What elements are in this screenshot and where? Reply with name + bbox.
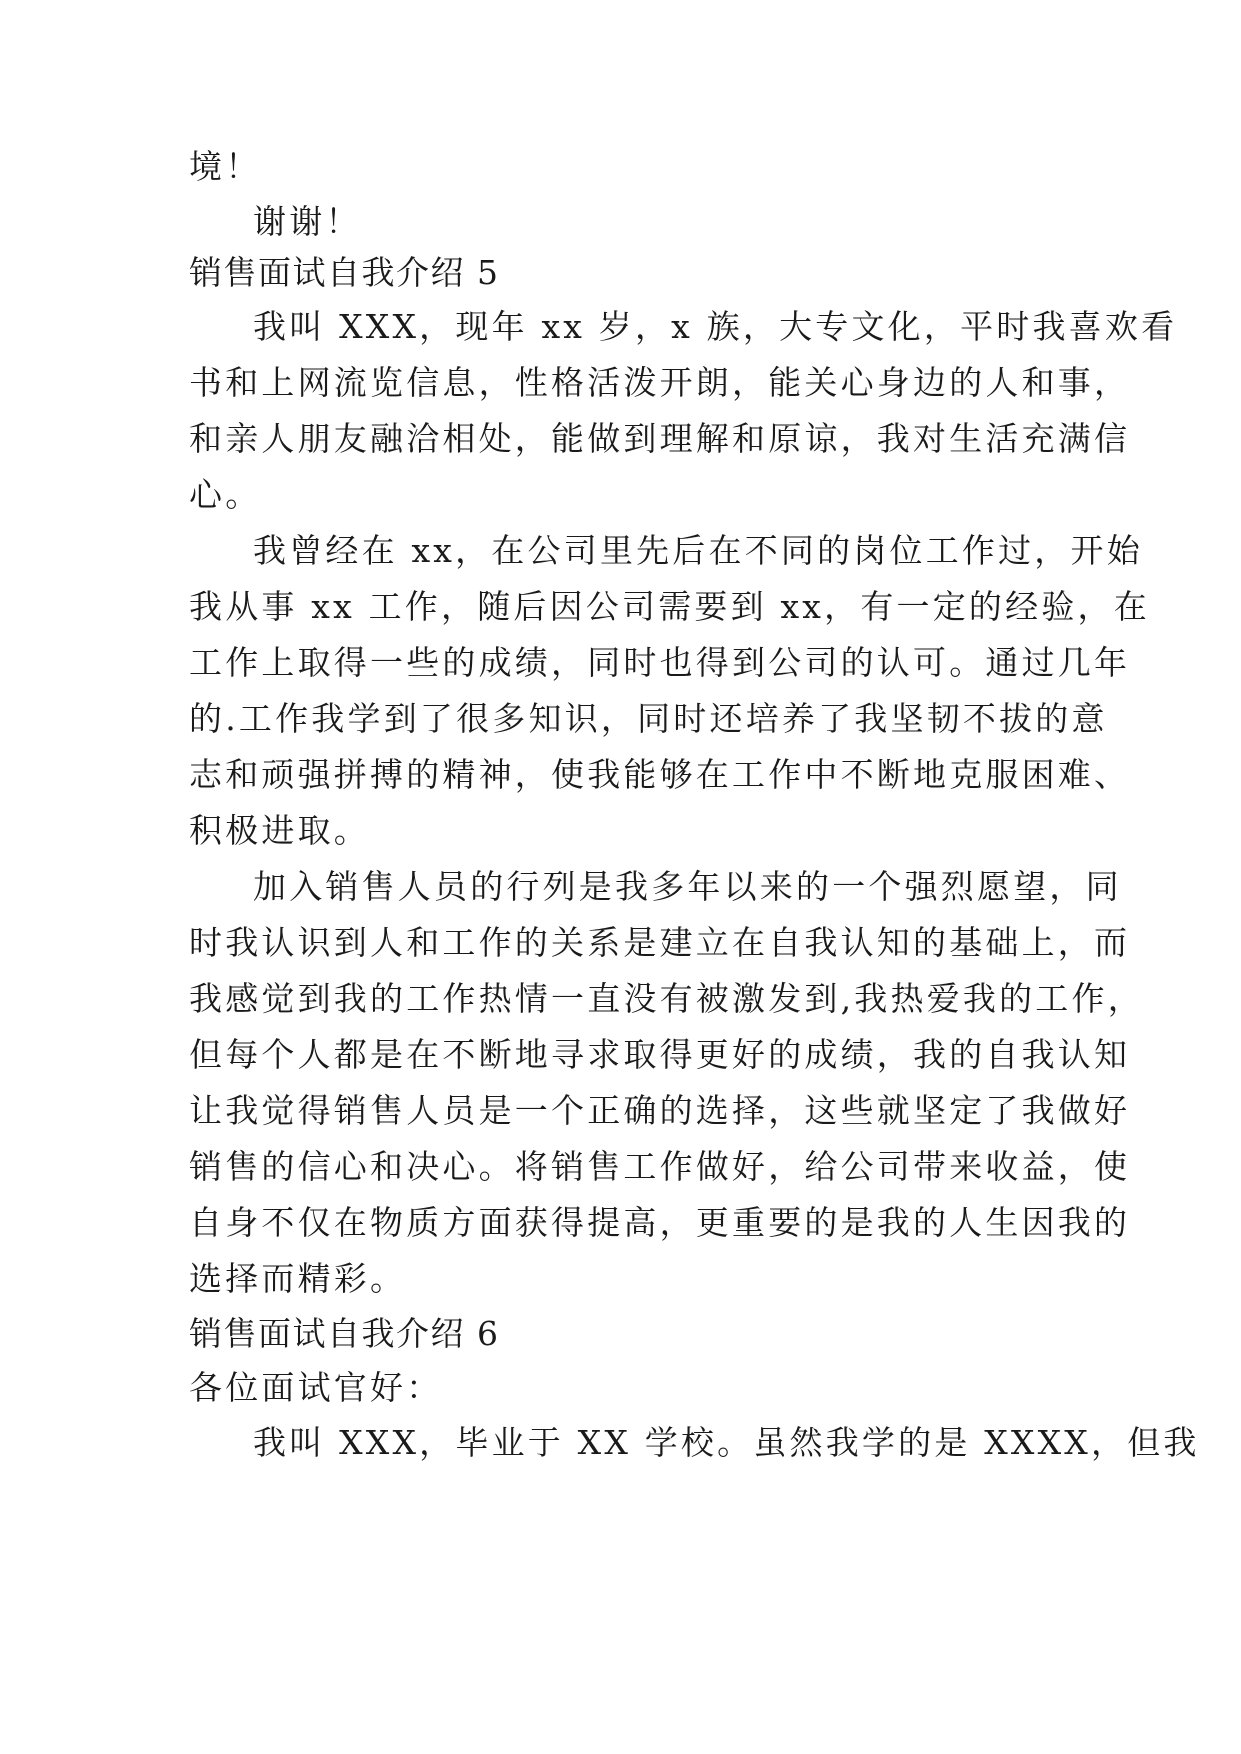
section-heading: 销售面试自我介绍 6 — [189, 1314, 500, 1353]
text-line: 工作上取得一些的成绩，同时也得到公司的认可。通过几年 — [189, 643, 1131, 682]
text-line: 志和顽强拼搏的精神，使我能够在工作中不断地克服困难、 — [189, 755, 1131, 794]
text-line: 但每个人都是在不断地寻求取得更好的成绩，我的自我认知 — [189, 1035, 1131, 1074]
text-line: 自身不仅在物质方面获得提高，更重要的是我的人生因我的 — [189, 1203, 1131, 1242]
text-line: 境！ — [189, 147, 262, 186]
text-line: 我叫 XXX，现年 xx 岁，x 族，大专文化，平时我喜欢看 — [253, 307, 1178, 346]
text-line: 积极进取。 — [189, 811, 370, 850]
text-line: 书和上网流览信息，性格活泼开朗，能关心身边的人和事， — [189, 363, 1131, 402]
text-line: 时我认识到人和工作的关系是建立在自我认知的基础上，而 — [189, 923, 1131, 962]
text-line: 加入销售人员的行列是我多年以来的一个强烈愿望，同 — [253, 867, 1122, 906]
text-line: 我叫 XXX，毕业于 XX 学校。虽然我学的是 XXXX，但我 — [253, 1423, 1200, 1462]
text-line: 销售的信心和决心。将销售工作做好，给公司带来收益，使 — [189, 1147, 1131, 1186]
text-line: 让我觉得销售人员是一个正确的选择，这些就坚定了我做好 — [189, 1091, 1131, 1130]
text-line: 的.工作我学到了很多知识，同时还培养了我坚韧不拔的意 — [189, 699, 1108, 738]
text-line: 谢谢！ — [253, 202, 362, 241]
text-line: 各位面试官好： — [189, 1368, 443, 1407]
text-line: 心。 — [189, 475, 262, 514]
text-line: 我感觉到我的工作热情一直没有被激发到,我热爱我的工作， — [189, 979, 1144, 1018]
text-line: 我曾经在 xx，在公司里先后在不同的岗位工作过，开始 — [253, 531, 1143, 570]
text-line: 和亲人朋友融洽相处，能做到理解和原谅，我对生活充满信 — [189, 419, 1131, 458]
text-line: 选择而精彩。 — [189, 1259, 407, 1298]
section-heading: 销售面试自我介绍 5 — [189, 253, 500, 292]
text-line: 我从事 xx 工作，随后因公司需要到 xx，有一定的经验，在 — [189, 587, 1150, 626]
